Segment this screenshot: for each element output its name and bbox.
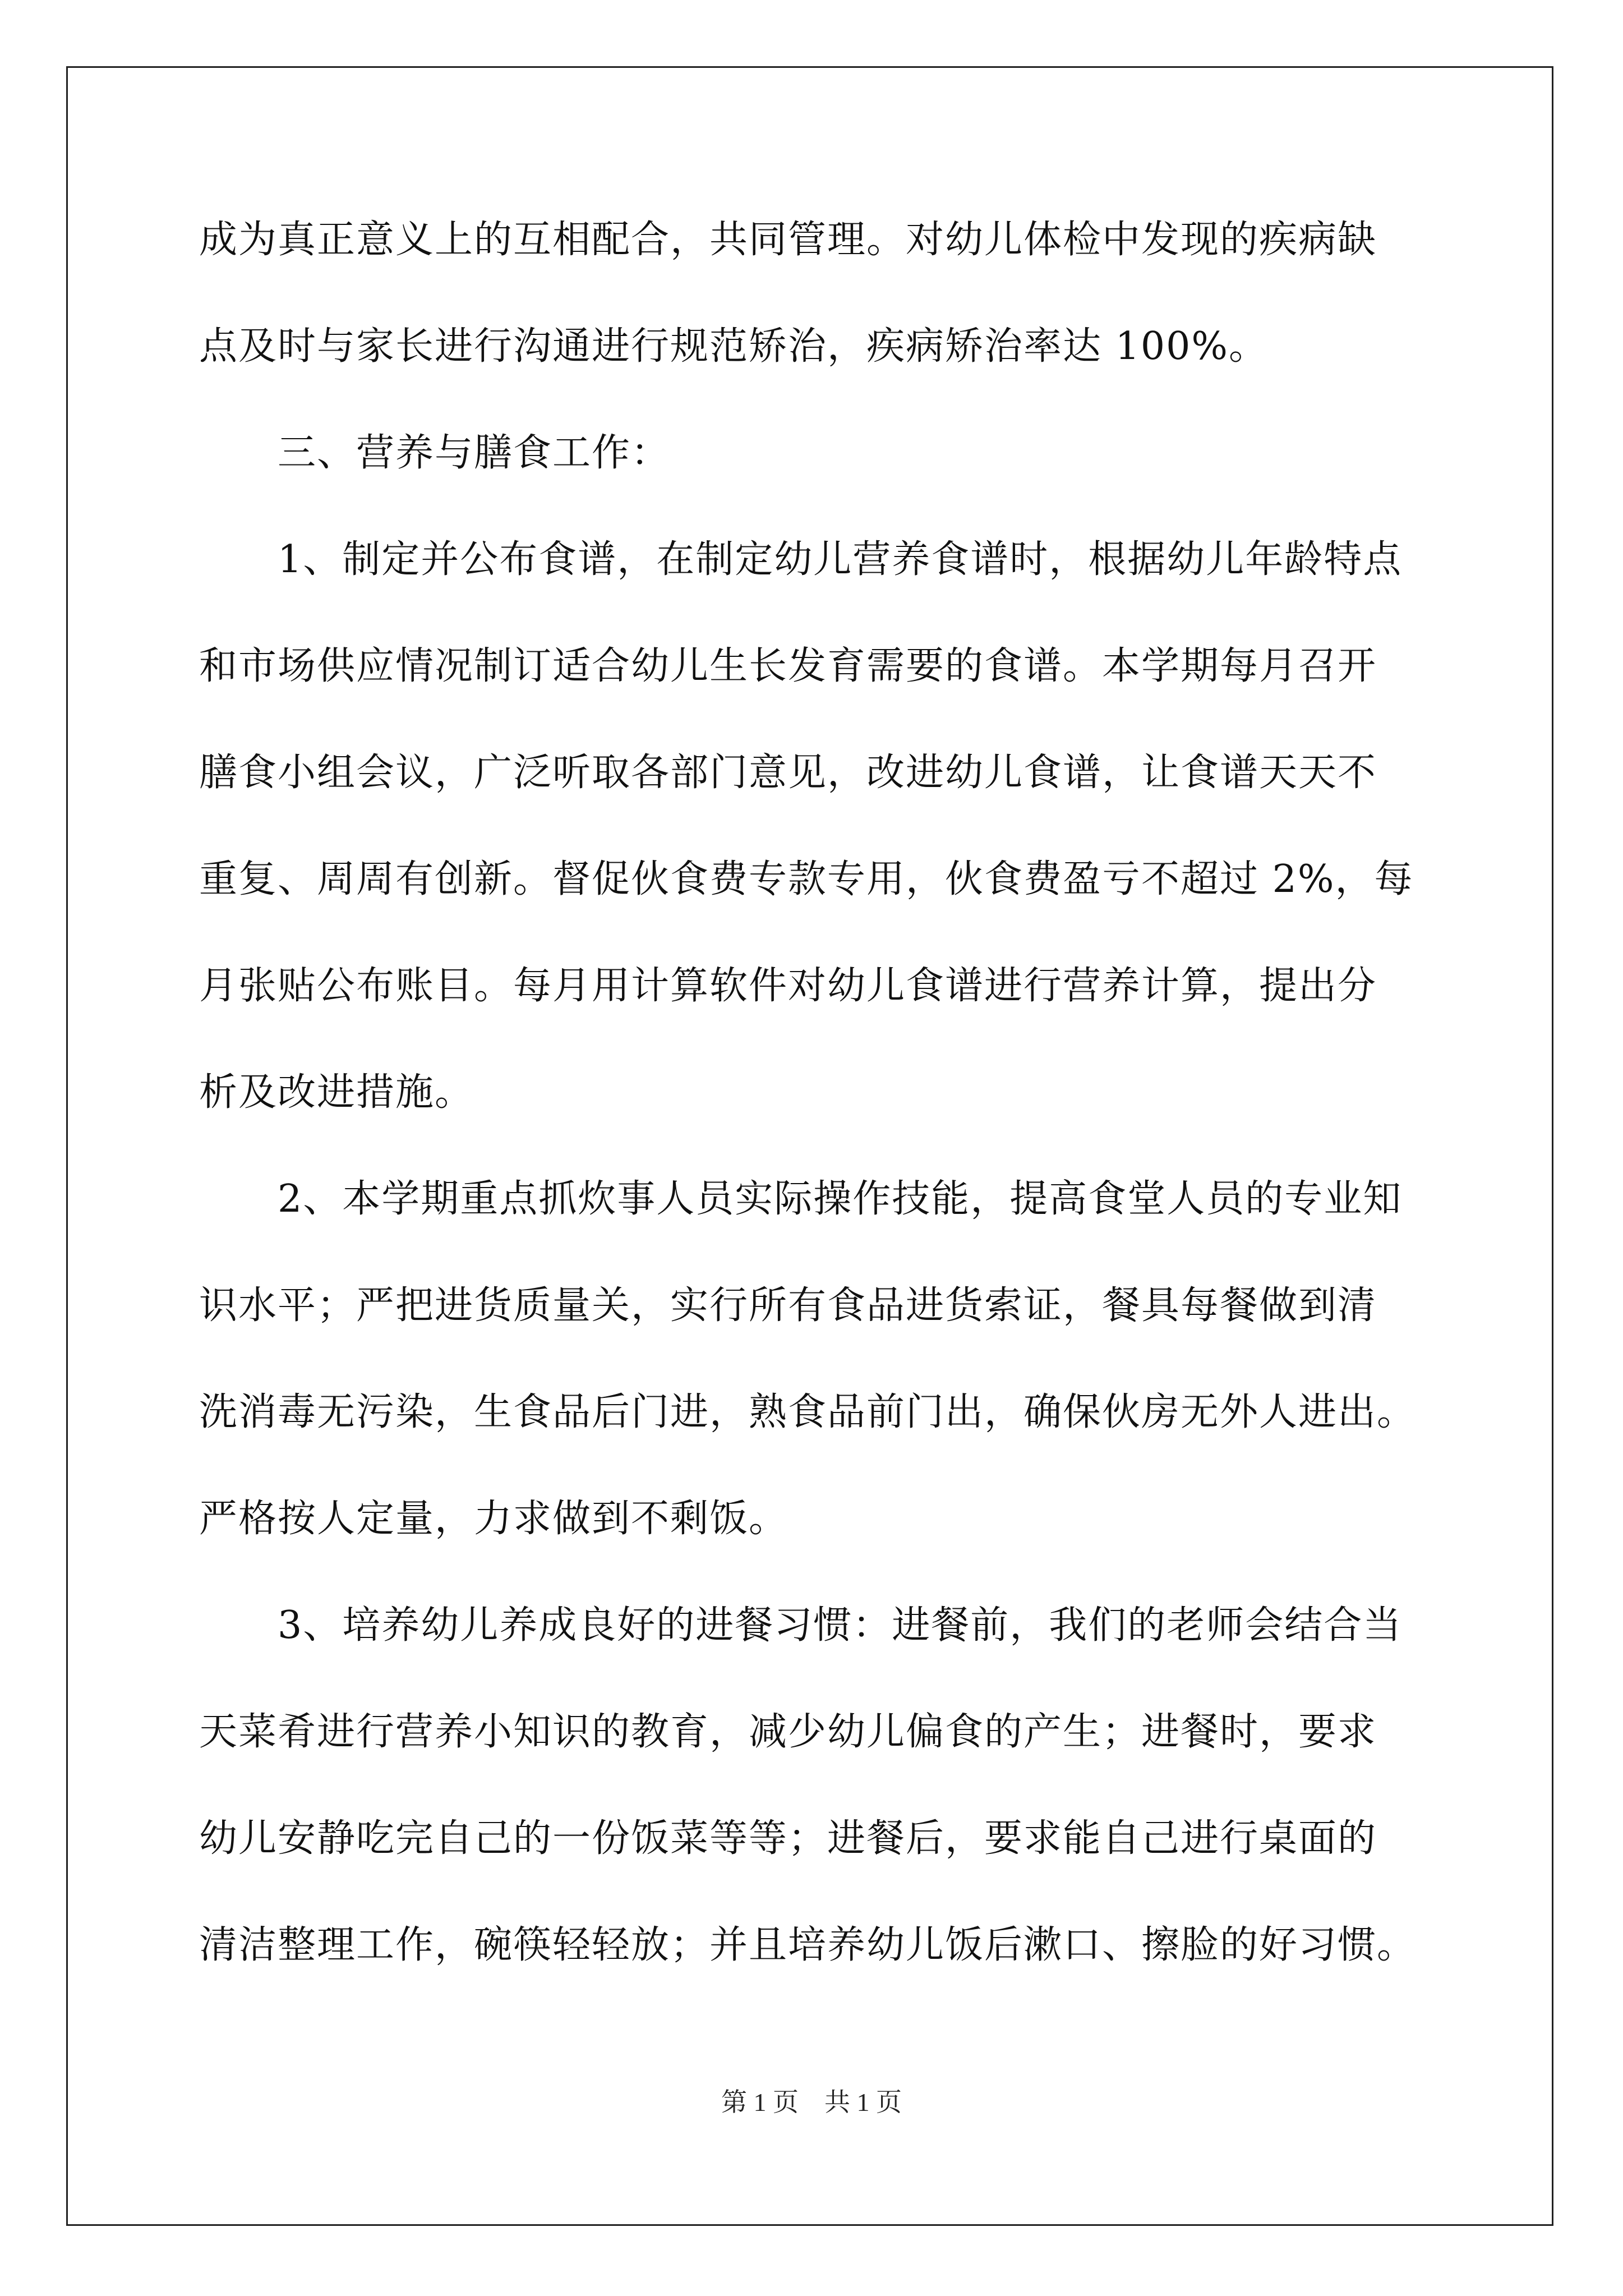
paragraph-start-line: 3、培养幼儿养成良好的进餐习惯：进餐前，我们的老师会结合当 — [278, 1603, 1403, 1648]
page-number-footer: 第 1 页 共 1 页 — [721, 2088, 902, 2116]
text-line: 洗消毒无污染，生食品后门进，熟食品前门出，确保伙房无外人进出。 — [199, 1390, 1417, 1434]
paragraph-start-line: 1、制定并公布食谱，在制定幼儿营养食谱时，根据幼儿年龄特点 — [278, 537, 1403, 582]
text-line: 重复、周周有创新。督促伙食费专款专用，伙食费盈亏不超过 2%，每 — [199, 857, 1414, 901]
text-line: 清洁整理工作，碗筷轻轻放；并且培养幼儿饭后漱口、擦脸的好习惯。 — [199, 1923, 1417, 1967]
text-line: 天菜肴进行营养小知识的教育，减少幼儿偏食的产生；进餐时，要求 — [199, 1710, 1377, 1754]
paragraph-start-line: 2、本学期重点抓炊事人员实际操作技能，提高食堂人员的专业知 — [278, 1177, 1403, 1221]
text-line: 严格按人定量，力求做到不剩饭。 — [199, 1497, 789, 1541]
section-heading: 三、营养与膳食工作： — [278, 431, 671, 475]
page-border — [66, 66, 1553, 2226]
text-line: 膳食小组会议，广泛听取各部门意见，改进幼儿食谱，让食谱天天不 — [199, 751, 1377, 795]
text-line: 月张贴公布账目。每月用计算软件对幼儿食谱进行营养计算，提出分 — [199, 964, 1377, 1008]
text-line: 和市场供应情况制订适合幼儿生长发育需要的食谱。本学期每月召开 — [199, 644, 1377, 688]
text-line: 识水平；严把进货质量关，实行所有食品进货索证，餐具每餐做到清 — [199, 1283, 1377, 1328]
text-line: 幼儿安静吃完自己的一份饭菜等等；进餐后，要求能自己进行桌面的 — [199, 1816, 1377, 1861]
text-line: 点及时与家长进行沟通进行规范矫治，疾病矫治率达 100%。 — [199, 324, 1269, 369]
text-line: 析及改进措施。 — [199, 1070, 474, 1115]
text-line: 成为真正意义上的互相配合，共同管理。对幼儿体检中发现的疾病缺 — [199, 218, 1377, 262]
